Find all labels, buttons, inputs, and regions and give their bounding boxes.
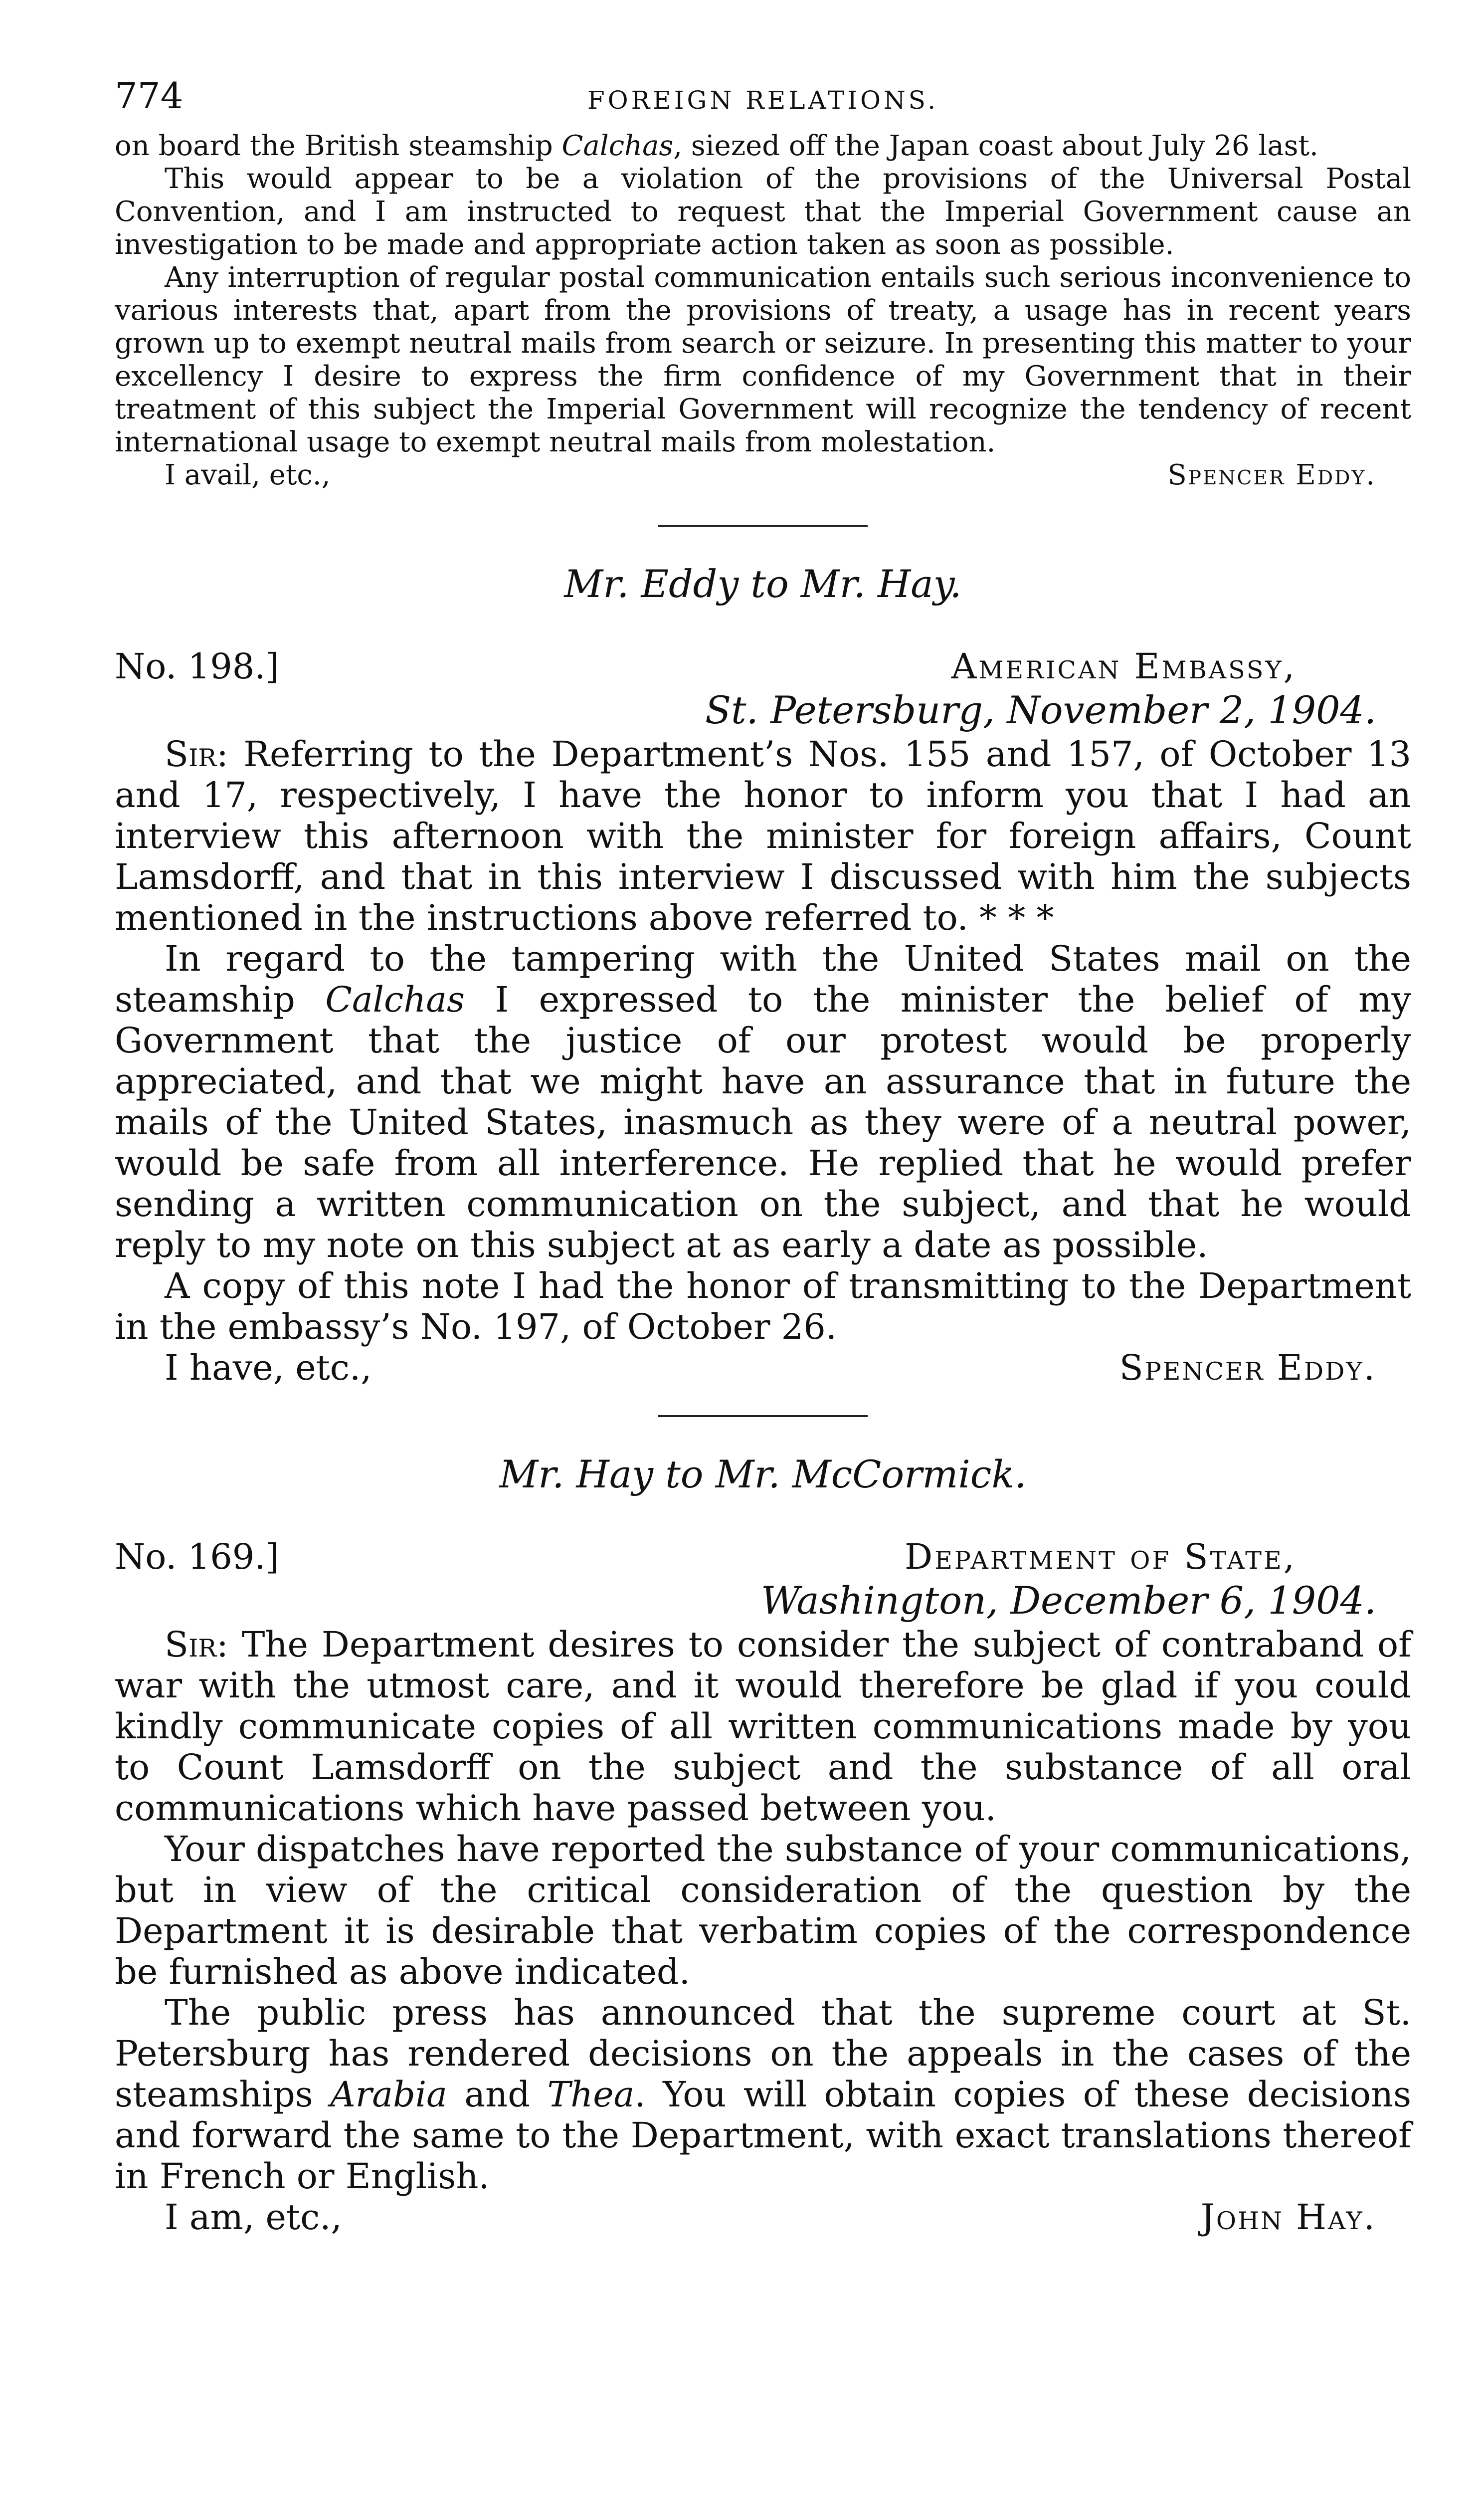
paragraph bbox=[115, 734, 1411, 938]
salutation: Sir: bbox=[165, 1624, 228, 1665]
letter-hay-to-mccormick bbox=[115, 1452, 1411, 2245]
paragraph-text: and bbox=[447, 2074, 548, 2115]
paragraph bbox=[115, 163, 1411, 261]
closing-phrase: I avail, etc., bbox=[165, 459, 331, 491]
paragraph bbox=[115, 130, 1411, 163]
closing-block bbox=[115, 1347, 1411, 1395]
closing-phrase: I have, etc., bbox=[165, 1347, 372, 1388]
ship-name: Calchas bbox=[325, 979, 465, 1020]
salutation: Sir: bbox=[165, 734, 228, 775]
running-title: FOREIGN RELATIONS. bbox=[587, 86, 939, 115]
closing-phrase: I am, etc., bbox=[165, 2197, 342, 2238]
page-number: 774 bbox=[115, 75, 184, 117]
paragraph bbox=[115, 1265, 1411, 1347]
paragraph bbox=[115, 1992, 1411, 2197]
paragraph-text: . You will obtain copies of these decisions and forward the same to the Department, with exact translations thereof in French or English. bbox=[115, 2074, 1411, 2197]
signature: Spencer Eddy. bbox=[1167, 459, 1376, 491]
dateline: St. Petersburg, November 2, 1904. bbox=[705, 688, 1376, 732]
paragraph-text: Your dispatches have reported the substance of your communications, but in view of the critical consideration of the question by the Department it is desirable that verbatim copies of the correspondence be furnished as above indicated. bbox=[115, 1829, 1411, 1992]
paragraph-text: on board the British steamship bbox=[115, 130, 562, 162]
paragraph-text: This would appear to be a violation of the provisions of the Universal Postal Convention, and I am instructed to request that the Imperial Government cause an investigation to be made and appropriate action taken as soon as possible. bbox=[115, 163, 1411, 261]
letter-dateline-block bbox=[115, 646, 1411, 734]
section-divider bbox=[658, 525, 868, 527]
instruction-number: No. 169.] bbox=[115, 1536, 279, 1577]
letter-eddy-to-hay bbox=[115, 562, 1411, 1395]
paragraph-text: The Department desires to consider the subject of contraband of war with the utmost care, and it would therefore be glad if you could kindly communicate copies of all written communications made by you to Count Lamsdorff on the subject and the substance of all oral communications which have passed between you. bbox=[115, 1624, 1411, 1829]
sender-office: American Embassy, bbox=[951, 646, 1297, 687]
letter-heading: Mr. Eddy to Mr. Hay. bbox=[564, 562, 962, 606]
paragraph-text: The public press has announced that the supreme court at St. Petersburg has rendered decisions on the appeals in the cases of the steamships bbox=[115, 1992, 1411, 2115]
closing-block bbox=[115, 459, 1411, 497]
document-page bbox=[115, 75, 1411, 2245]
letter-heading: Mr. Hay to Mr. McCormick. bbox=[499, 1452, 1027, 1496]
paragraph-text: In regard to the tampering with the United States mail on the steamship bbox=[115, 938, 1411, 1020]
letter-dateline-block bbox=[115, 1536, 1411, 1624]
paragraph bbox=[115, 1829, 1411, 1992]
letter-body bbox=[115, 734, 1411, 1347]
signature: Spencer Eddy. bbox=[1119, 1347, 1376, 1388]
paragraph bbox=[115, 938, 1411, 1265]
previous-letter-continuation bbox=[115, 130, 1411, 497]
paragraph bbox=[115, 1624, 1411, 1829]
ship-name: Calchas bbox=[561, 130, 674, 162]
paragraph-text: I expressed to the minister the belief of my Government that the justice of our protest would be properly appreciated, and that we might have an assurance that in future the mails of the United States, inasmuch as they were of a neutral power, would be safe from all interference. He replied that he would prefer sending a written communication on the subject, and that he would reply to my note on this subject at as early a date as possible. bbox=[115, 979, 1411, 1265]
ship-name: Arabia bbox=[330, 2074, 447, 2115]
closing-block bbox=[115, 2197, 1411, 2245]
paragraph-text: , siezed off the Japan coast about July 26 last. bbox=[673, 130, 1318, 162]
paragraph-text: Any interruption of regular postal communication entails such serious inconvenience to various interests that, apart from the provisions of treaty, a usage has in recent years grown up to exempt neutral mails from search or seizure. In presenting this matter to your excellency I desire to express the firm confidence of my Government that in their treatment of this subject the Imperial Government will recognize the tendency of recent international usage to exempt neutral mails from molestation. bbox=[115, 261, 1411, 458]
section-divider bbox=[658, 1415, 868, 1417]
continuation-body bbox=[115, 130, 1411, 459]
letter-body bbox=[115, 1624, 1411, 2197]
sender-office: Department of State, bbox=[904, 1536, 1297, 1577]
paragraph bbox=[115, 261, 1411, 459]
dateline: Washington, December 6, 1904. bbox=[760, 1578, 1376, 1623]
paragraph-text: A copy of this note I had the honor of transmitting to the Department in the embassy’s No. 197, of October 26. bbox=[115, 1265, 1411, 1347]
running-head bbox=[115, 75, 1411, 130]
ship-name: Thea bbox=[547, 2074, 635, 2115]
paragraph-text: Referring to the Department’s Nos. 155 and 157, of October 13 and 17, respectively, I have the honor to inform you that I had an interview this afternoon with the minister for foreign affairs, Count Lamsdorff, and that in this interview I discussed with him the subjects mentioned in the instructions above referred to. * * * bbox=[115, 734, 1411, 938]
signature: John Hay. bbox=[1200, 2197, 1376, 2238]
despatch-number: No. 198.] bbox=[115, 646, 279, 687]
